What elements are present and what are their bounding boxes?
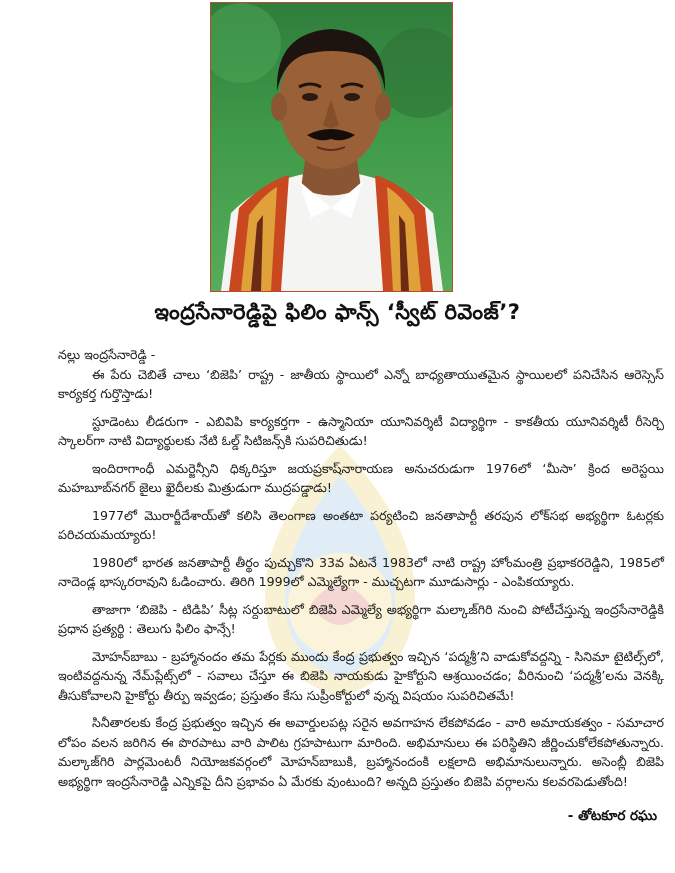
- politician-photo: [210, 2, 453, 292]
- portrait-illustration: [211, 3, 452, 291]
- article-author: - తోటకూర రఘు: [567, 808, 657, 824]
- article-paragraph: సినీతారలకు కేంద్ర ప్రభుత్వం ఇచ్చిన ఈ అవార్డులపట్ల సరైన అవగాహన లేకపోవడం - వారి అమాయకత్వం - సమాచార లోపం వలన జరిగిన ఈ పొరపాటు వారి పాలిట గ్రహపాటుగా మారింది. అభిమానులు ఈ పరిస్థితిని జీర్ణించుకోలేకపోతున్నారు. మల్కాజ్‌గిరి పార్లమెంటరీ నియోజకవర్గంలో మోహన్‌బాబుకి, బ్రహ్మానందంకి లక్షలాది అభిమానులున్నారు. అసెంబ్లీ బిజెపి అభ్యర్థిగా ఇంద్రసేనారెడ్డి ఎన్నికపై దీని ప్రభావం ఏ మేరకు వుంటుంది? అన్నది ప్రస్తుతం బిజెపి వర్గాలను కలవరపెడుతోంది!: [58, 715, 664, 789]
- article-headline: ఇంద్రసేనారెడ్డిపై ఫిలిం ఫాన్స్ ‘స్వీట్ రివెంజ్’?: [154, 300, 521, 324]
- article-paragraph: మోహన్‌బాబు - బ్రహ్మానందం తమ పేర్లకు ముందు కేంద్ర ప్రభుత్వం ఇచ్చిన ‘పద్మశ్రీ’ని వాడుకోవద్దన్ని - సినిమా టైటిల్స్‌లో, ఇంటివద్దనున్న నేమ్‌ప్లేట్స్‌లో - సవాలు చేస్తూ ఈ బిజెపి నాయకుడు హైకోర్టుని ఆశ్రయించడం; వీరినుంచి ‘పద్మశ్రీ’లను వెనక్కి తీసుకోవాలని హైకోర్టు తీర్పు ఇవ్వడం; ప్రస్తుతం కేసు సుప్రీంకోర్టులో వున్న విషయం సుపరిచితమే!: [58, 648, 664, 703]
- article-paragraph: తాజాగా ‘బిజెపి - టిడిపి’ సీట్ల సర్దుబాటులో బిజెపి ఎమ్మెల్యే అభ్యర్థిగా మల్కాజ్‌గిరి నుంచి పోటీచేస్తున్న ఇంద్రసేనారెడ్డికి ప్రధాన ప్రత్యర్థి : తెలుగు ఫిలిం ఫాన్సే!: [58, 601, 664, 636]
- article-paragraph: ఈ పేరు చెబితే చాలు ‘బిజెపి’ రాష్ట్ర - జాతీయ స్థాయిలో ఎన్నో బాధ్యతాయుతమైన స్థాయిలలో పనిచేసిన ఆరెస్సెస్ కార్యకర్త గుర్తొస్తాడు!: [58, 366, 664, 401]
- article-paragraph: 1980లో భారత జనతాపార్టీ తీర్థం పుచ్చుకొని 33వ ఏటనే 1983లో నాటి రాష్ట్ర హోంమంత్రి ప్రభాకరరెడ్డిని, 1985లో నాదెండ్ల భాస్కరరావుని ఓడించారు. తిరిగి 1999లో ఎమ్మెల్యేగా - ముచ్చటగా మూడుసార్లు - ఎంపికయ్యారు.: [58, 554, 664, 589]
- article-paragraph: నల్లు ఇంద్రసేనారెడ్డి -: [58, 347, 156, 362]
- article-paragraph: స్టూడెంటు లీడరుగా - ఎబివిపి కార్యకర్తగా - ఉస్మానియా యూనివర్శిటీ విద్యార్థిగా - కాకతీయ యూనివర్శిటీ రీసెర్చి స్కాలర్‌గా నాటి విద్యార్థులకు నేటి ఓల్డ్ సిటిజన్స్‌కి సుపరిచితుడు!: [58, 413, 664, 448]
- article-body: [58, 345, 664, 799]
- article-paragraph: ఇందిరాగాంధీ ఎమర్జెన్సీని ధిక్కరిస్తూ జయప్రకాష్‌నారాయణ అనుచరుడుగా 1976లో ‘మీసా’ క్రింద అరెస్టయి మహబూబ్‌నగర్ జైలు ఖైదీలకు మిత్రుడుగా ముద్రపడ్డాడు!: [58, 460, 664, 495]
- article-paragraph: 1977లో మొరార్జీదేశాయ్‌తో కలిసి తెలంగాణ అంతటా పర్యటించి జనతాపార్టీ తరపున లోక్‌సభ అభ్యర్థిగా ఓటర్లకు పరిచయమయ్యారు!: [58, 507, 664, 542]
